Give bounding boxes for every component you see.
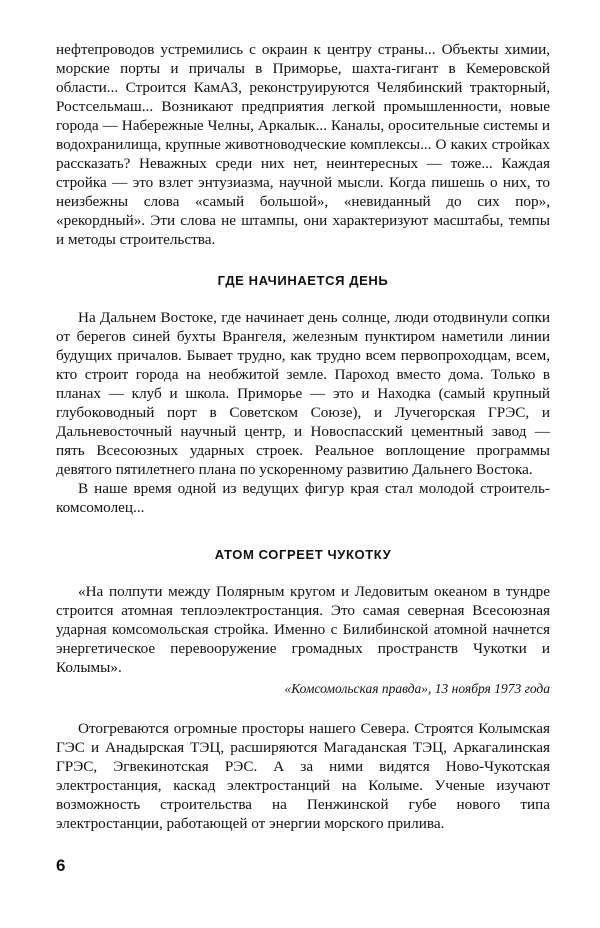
- section2-paragraph-1: Отогреваются огромные просторы нашего Севера. Строятся Колымская ГЭС и Анадырская ТЭЦ, расширяются Магаданская ТЭЦ, Аркагалинская ГРЭС, Эгвекинотская РЭС. А за ними видятся Ново-Чукотская электростанция, каскад электростанций на Колыме. Ученые изучают возможность строительства на Пенжинской губе нового типа электростанции, работающей от энергии морского прилива.: [56, 720, 550, 832]
- page-number: 6: [56, 856, 66, 875]
- section-heading-atom: АТОМ СОГРЕЕТ ЧУКОТКУ: [214, 547, 392, 562]
- quote-paragraph: «На полпути между Полярным кругом и Ледовитым океаном в тундре строится атомная теплоэлектростанция. Это самая северная Всесоюзная ударная комсомольская стройка. Именно с Билибинской атомной начнется энергетическое перевооружение громадных пространств Чукотки и Колымы».: [56, 583, 550, 676]
- page-body: [56, 40, 550, 833]
- section-heading-day: ГДЕ НАЧИНАЕТСЯ ДЕНЬ: [217, 273, 389, 288]
- intro-paragraph: нефтепроводов устремились с окраин к центру страны... Объекты химии, морские порты и причалы в Приморье, шахта-гигант в Кемеровской области... Строится КамАЗ, реконструируются Челябинский тракторный, Ростсельмаш... Возникают предприятия легкой промышленности, новые города — Набережные Челны, Аркалык... Каналы, оросительные системы и водохранилища, крупные животноводческие комплексы... О каких стройках рассказать? Неважных среди них нет, неинтересных — тоже... Каждая стройка — это взлет энтузиазма, научной мысли. Когда пишешь о них, то неизбежны слова «самый большой», «невиданный до сих пор», «рекордный». Эти слова не штампы, они характеризуют масштабы, темпы и методы строительства.: [56, 41, 550, 248]
- quote-source: «Комсомольская правда», 13 ноября 1973 года: [284, 681, 550, 696]
- section1-paragraph-1: На Дальнем Востоке, где начинает день солнце, люди отодвинули сопки от берегов синей бухты Врангеля, железным пунктиром наметили линии будущих причалов. Бывает трудно, как трудно всем первопроходцам, всем, кто строит города на необжитой земле. Пароход вместо дома. Только в планах — клуб и школа. Приморье — это и Находка (самый крупный глубоководный порт в Советском Союзе), и Лучегорская ГРЭС, и Дальневосточный научный центр, и Новоспасский цементный завод — пять Всесоюзных ударных строек. Реальное воплощение программы девятого пятилетнего плана по ускоренному развитию Дальнего Востока.: [56, 309, 550, 478]
- section1-paragraph-2: В наше время одной из ведущих фигур края стал молодой строитель-комсомолец...: [56, 480, 550, 516]
